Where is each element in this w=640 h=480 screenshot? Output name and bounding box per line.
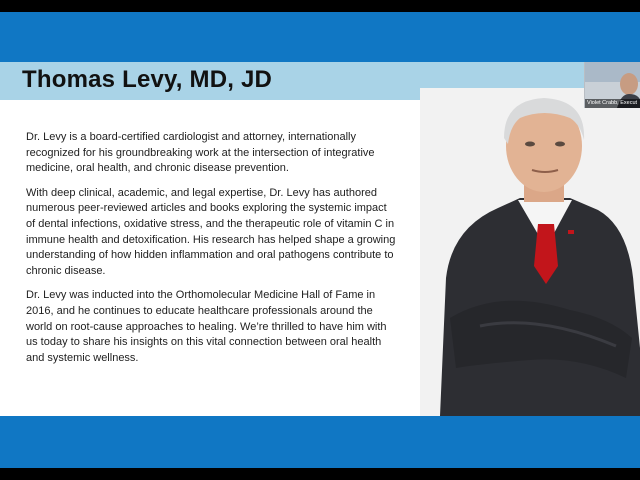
bio-paragraph-2: With deep clinical, academic, and legal expertise, Dr. Levy has authored numerous peer-reviewed articles and books exploring the systemic impact of dental infections, oxidative stress, and the therapeutic role of vitamin C in immune health and detoxification. His research has helped shape a growing understanding of how hidden inflammation and oral pathogens contribute to chronic disease. — [26, 186, 396, 277]
letterbox-top — [0, 0, 640, 12]
speaker-photo — [420, 88, 640, 416]
slide-header-band — [0, 12, 640, 62]
speaker-portrait-illustration — [420, 88, 640, 416]
bio-paragraph-1: Dr. Levy is a board-certified cardiologist and attorney, internationally recognized for his groundbreaking work at the intersection of integrative medicine, oral health, and chronic disease prevention. — [26, 131, 375, 175]
bio-paragraph-3: Dr. Levy was inducted into the Orthomolecular Medicine Hall of Fame in 2016, and he continues to educate healthcare professionals around the world on root-cause approaches to healing. We’re thrilled to have him with us today to share his insights on this vital connection between oral health and systemic wellness. — [26, 289, 387, 364]
shared-slide — [0, 12, 640, 468]
letterbox-bottom — [0, 468, 640, 480]
participant-video-thumbnail[interactable] — [584, 62, 640, 108]
bio-text — [26, 130, 396, 375]
participant-name-label: Violet Crabb, Execut — [585, 99, 640, 108]
slide-footer-band — [0, 416, 640, 468]
slide-title: Thomas Levy, MD, JD — [22, 66, 273, 93]
